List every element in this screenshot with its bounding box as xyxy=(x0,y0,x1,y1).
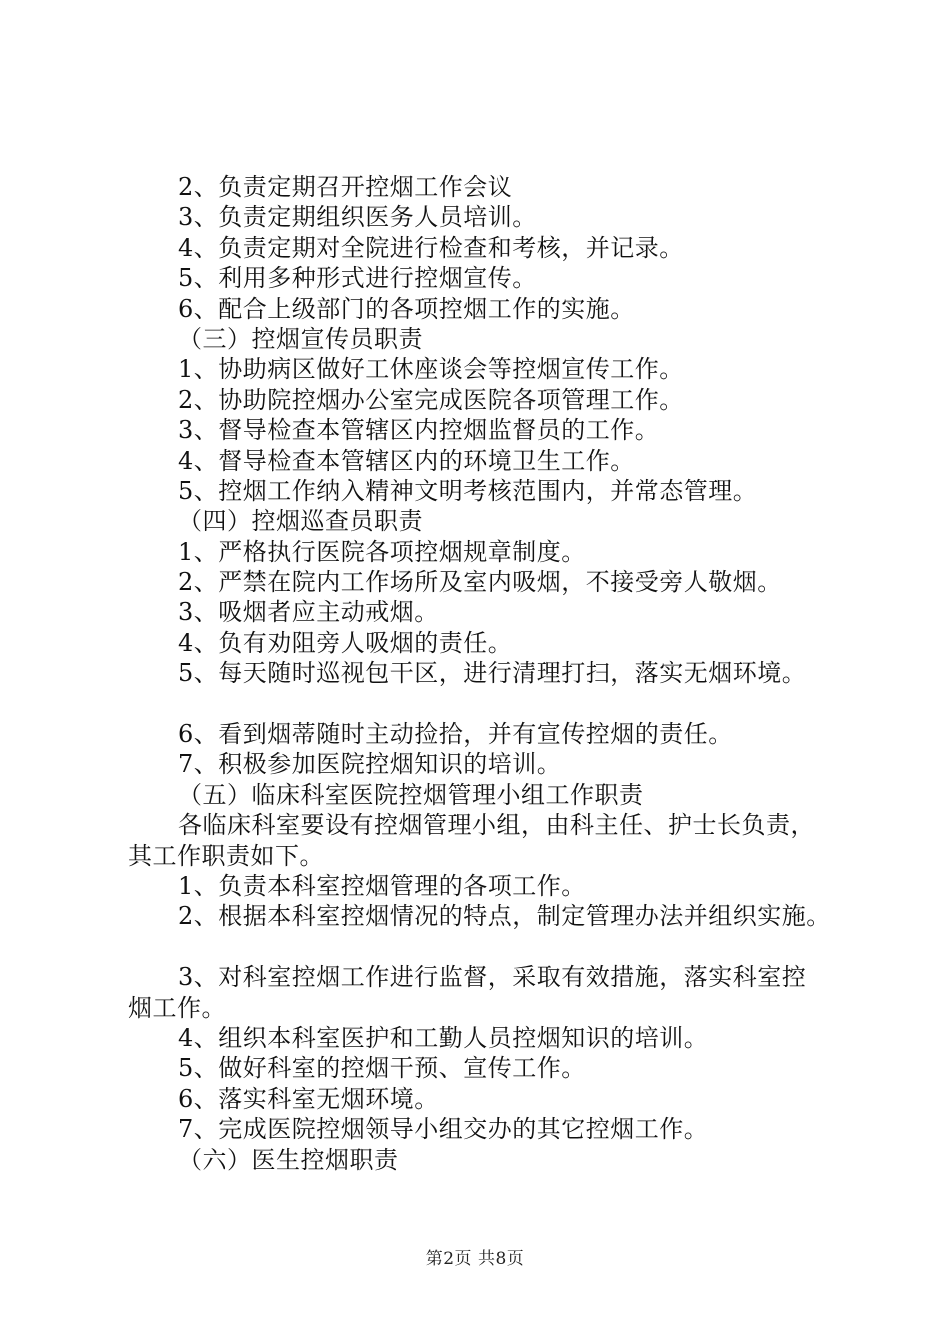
text-line: 6、落实科室无烟环境。 xyxy=(178,1084,439,1113)
text-line: 2、协助院控烟办公室完成医院各项管理工作。 xyxy=(178,385,684,414)
section-heading: （六）医生控烟职责 xyxy=(178,1145,399,1174)
page-number: 第2页 共8页 xyxy=(425,1249,525,1269)
text-line: 7、完成医院控烟领导小组交办的其它控烟工作。 xyxy=(178,1115,709,1144)
section-heading: （三）控烟宣传员职责 xyxy=(178,324,423,353)
text-line: 5、控烟工作纳入精神文明考核范围内，并常态管理。 xyxy=(178,476,758,505)
blank-line xyxy=(128,932,858,962)
text-line: 3、对科室控烟工作进行监督，采取有效措施，落实科室控 xyxy=(178,963,807,992)
page-footer xyxy=(0,1244,950,1269)
text-line: 各临床科室要设有控烟管理小组，由科主任、护士长负责， xyxy=(178,811,815,840)
text-line: 2、根据本科室控烟情况的特点，制定管理办法并组织实施。 xyxy=(178,902,831,931)
text-line: 2、负责定期召开控烟工作会议 xyxy=(178,173,513,201)
text-line: 3、督导检查本管辖区内控烟监督员的工作。 xyxy=(178,416,660,445)
text-line: 3、负责定期组织医务人员培训。 xyxy=(178,203,537,232)
text-line: 7、积极参加医院控烟知识的培训。 xyxy=(178,750,562,779)
blank-line xyxy=(128,689,858,719)
section-heading: （四）控烟巡查员职责 xyxy=(178,507,423,536)
text-line: 3、吸烟者应主动戒烟。 xyxy=(178,598,439,627)
text-line: 6、看到烟蒂随时主动捡拾，并有宣传控烟的责任。 xyxy=(178,720,733,749)
text-line: 5、利用多种形式进行控烟宣传。 xyxy=(178,264,537,293)
text-line: 6、配合上级部门的各项控烟工作的实施。 xyxy=(178,294,635,323)
text-line: 4、负有劝阻旁人吸烟的责任。 xyxy=(178,628,513,657)
text-line: 4、负责定期对全院进行检查和考核，并记录。 xyxy=(178,233,684,262)
text-line: 5、每天随时巡视包干区，进行清理打扫，落实无烟环境。 xyxy=(178,659,807,688)
text-line: 1、协助病区做好工休座谈会等控烟宣传工作。 xyxy=(178,355,684,384)
text-line: 4、组织本科室医护和工勤人员控烟知识的培训。 xyxy=(178,1023,709,1052)
text-line: 4、督导检查本管辖区内的环境卫生工作。 xyxy=(178,446,635,475)
text-line: 1、严格执行医院各项控烟规章制度。 xyxy=(178,537,586,566)
text-line: 烟工作。 xyxy=(128,993,226,1022)
text-line: 1、负责本科室控烟管理的各项工作。 xyxy=(178,871,586,900)
text-line: 5、做好科室的控烟干预、宣传工作。 xyxy=(178,1054,586,1083)
text-line: 其工作职责如下。 xyxy=(128,841,324,870)
section-heading: （五）临床科室医院控烟管理小组工作职责 xyxy=(178,780,644,809)
document-body xyxy=(128,172,858,1175)
text-line: 2、严禁在院内工作场所及室内吸烟，不接受旁人敬烟。 xyxy=(178,568,782,597)
